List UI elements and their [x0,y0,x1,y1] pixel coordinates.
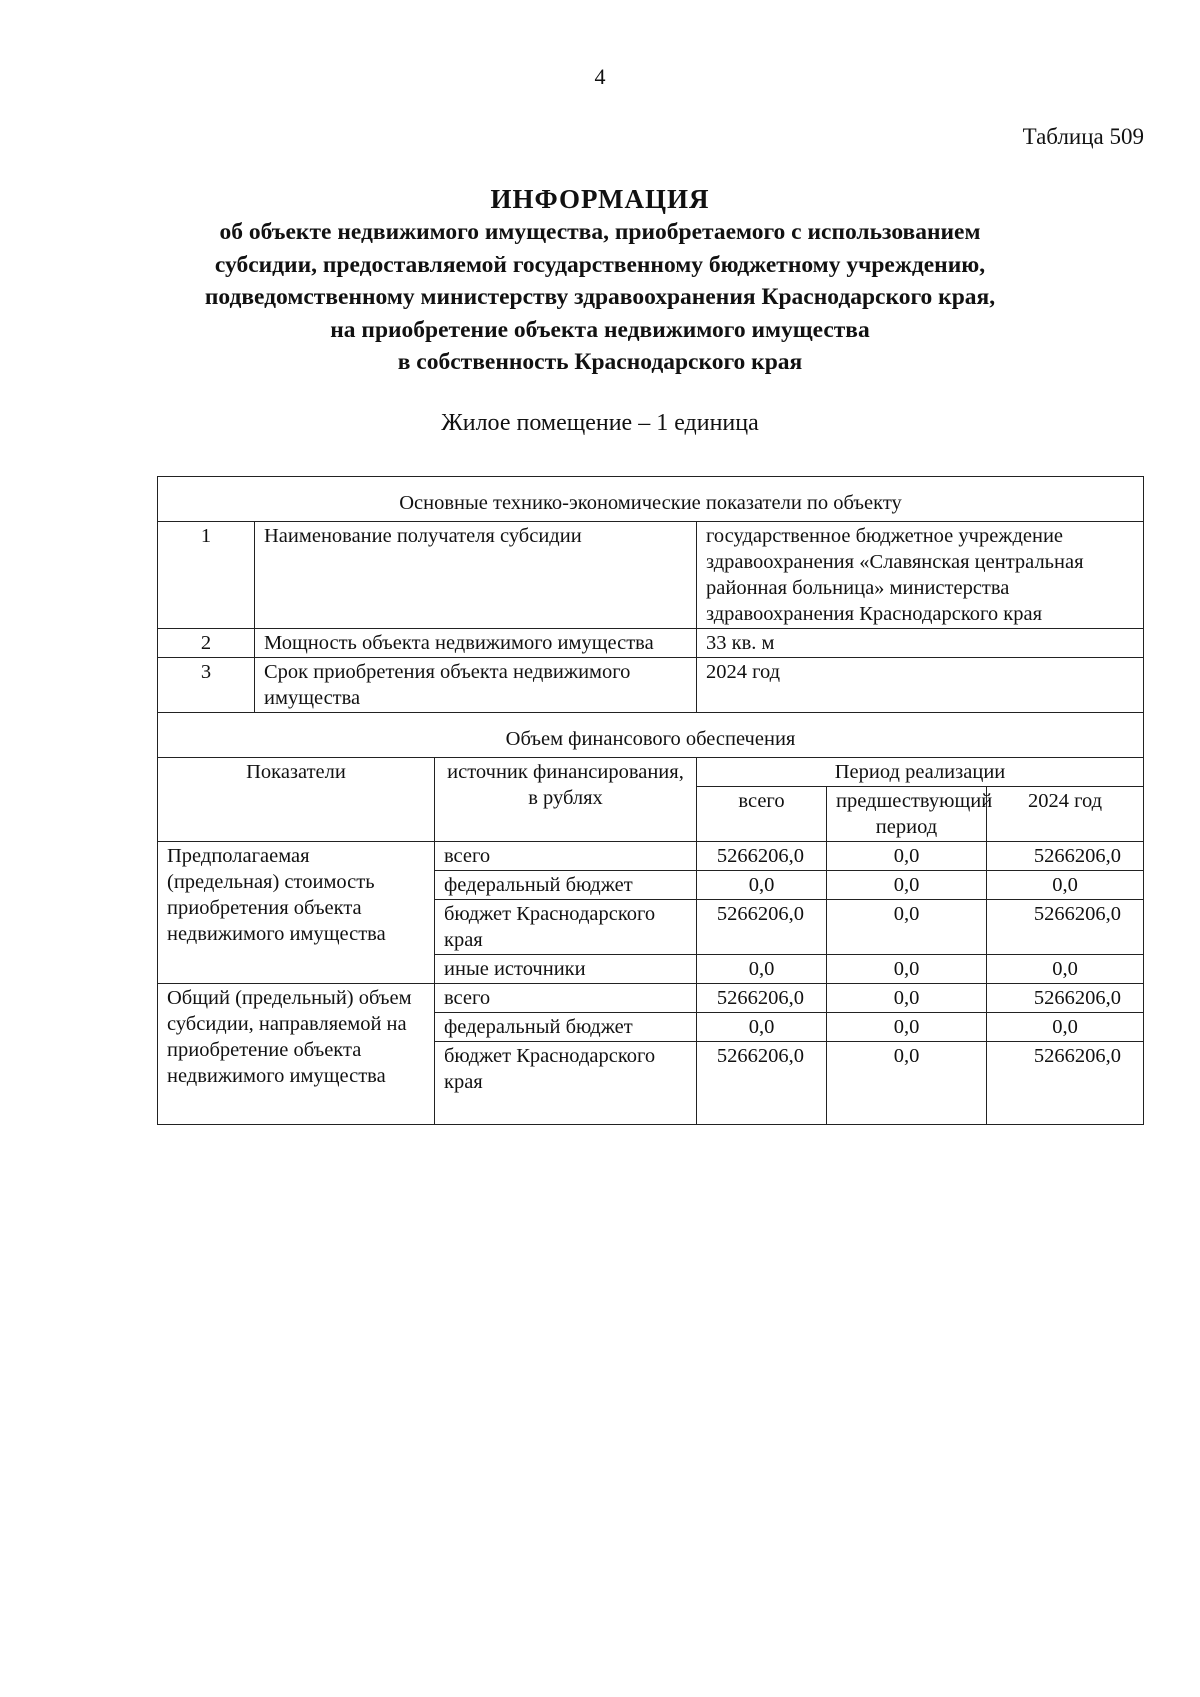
finance-section-title: Объем финансового обеспечения [158,713,1144,758]
document-heading [0,182,1200,379]
header-previous: предшествующий период [827,787,987,842]
year-cell: 5266206,0 [987,900,1144,955]
indicator-label: Срок приобретения объекта недвижимого имущества [255,658,697,713]
heading-line-5: в собственность Краснодарского края [397,349,803,375]
previous-cell: 0,0 [827,842,987,871]
finance-row [158,842,1144,871]
year-cell: 5266206,0 [987,1042,1144,1125]
object-line: Жилое помещение – 1 единица [441,410,759,436]
header-source: источник финансирования, в рублях [435,758,697,842]
info-table [157,476,1144,1125]
total-cell: 5266206,0 [697,842,827,871]
finance-row [158,984,1144,1013]
year-cell: 0,0 [987,955,1144,984]
previous-cell: 0,0 [827,955,987,984]
source-cell: иные источники [435,955,697,984]
source-cell: федеральный бюджет [435,871,697,900]
year-cell: 5266206,0 [987,984,1144,1013]
source-cell: бюджет Краснодарского края [435,1042,697,1125]
previous-cell: 0,0 [827,1042,987,1125]
indicator-value: 2024 год [697,658,1144,713]
page-number: 4 [594,64,606,89]
heading-title: ИНФОРМАЦИЯ [490,184,710,214]
header-period: Период реализации [697,758,1144,787]
previous-cell: 0,0 [827,871,987,900]
total-cell: 5266206,0 [697,900,827,955]
total-cell: 5266206,0 [697,1042,827,1125]
heading-line-2: субсидии, предоставляемой государственному бюджетному учреждению, [214,251,986,278]
header-indicators: Показатели [158,758,435,842]
total-cell: 0,0 [697,871,827,900]
table-label: Таблица 509 [1022,124,1144,149]
indicator-row [158,522,1144,629]
header-total: всего [697,787,827,842]
source-cell: федеральный бюджет [435,1013,697,1042]
heading-line-3: подведомственному министерству здравоохранения Краснодарского края, [204,284,996,310]
indicator-row [158,629,1144,658]
source-cell: всего [435,984,697,1013]
indicators-section-title: Основные технико-экономические показатели по объекту [158,477,1144,522]
indicators-section-row [158,477,1144,522]
indicator-value: государственное бюджетное учреждение здравоохранения «Славянская центральная районная больница» министерства здравоохранения Краснодарского края [697,522,1144,629]
group-label: Предполагаемая (предельная) стоимость приобретения объекта недвижимого имущества [158,842,435,984]
header-year: 2024 год [987,787,1144,842]
finance-header-row [158,758,1144,787]
total-cell: 0,0 [697,955,827,984]
year-cell: 0,0 [987,1013,1144,1042]
indicator-label: Наименование получателя субсидии [255,522,697,629]
previous-cell: 0,0 [827,1013,987,1042]
previous-cell: 0,0 [827,900,987,955]
indicator-value: 33 кв. м [697,629,1144,658]
source-cell: бюджет Краснодарского края [435,900,697,955]
indicator-number: 1 [158,522,255,629]
indicator-number: 2 [158,629,255,658]
previous-cell: 0,0 [827,984,987,1013]
source-cell: всего [435,842,697,871]
finance-section-row [158,713,1144,758]
year-cell: 0,0 [987,871,1144,900]
total-cell: 0,0 [697,1013,827,1042]
indicator-number: 3 [158,658,255,713]
indicator-row [158,658,1144,713]
year-cell: 5266206,0 [987,842,1144,871]
heading-line-1: об объекте недвижимого имущества, приобретаемого с использованием [219,219,981,245]
indicator-label: Мощность объекта недвижимого имущества [255,629,697,658]
group-label: Общий (предельный) объем субсидии, направляемой на приобретение объекта недвижимого имущества [158,984,435,1125]
heading-line-4: на приобретение объекта недвижимого имущества [330,316,870,343]
total-cell: 5266206,0 [697,984,827,1013]
